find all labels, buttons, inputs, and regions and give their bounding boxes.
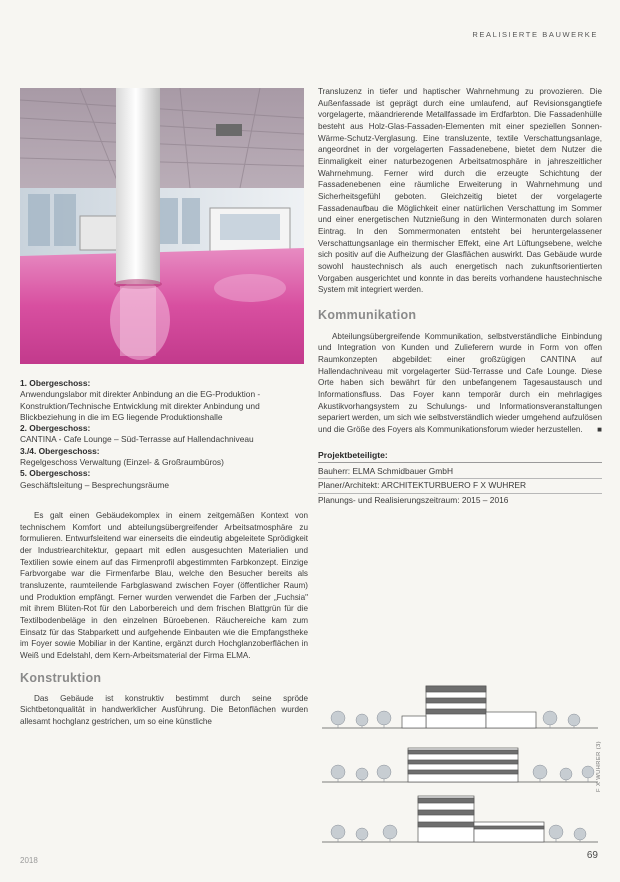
konstruktion-paragraph: Das Gebäude ist konstruktiv bestimmt durch seine spröde Sichtbetonqualität in handwerklicher Ausführung. Die Betonflächen wurden allesamt hochglanz gestrichen, um so eine künstliche	[20, 693, 308, 726]
right-column	[318, 86, 602, 507]
floor-item	[20, 378, 308, 423]
lab-interior-photo	[20, 88, 304, 364]
floor-item	[20, 423, 308, 446]
section-label: REALISIERTE BAUWERKE	[472, 30, 598, 39]
floor-list	[20, 378, 308, 491]
project-title: Projektbeteiligte:	[318, 450, 602, 463]
elevation-drawings	[318, 672, 602, 850]
footer-year: 2018	[20, 856, 38, 865]
kommunikation-paragraph: Abteilungsübergreifende Kommunikation, selbstverständliche Einbindung und Integration von Kunden und Zulieferern wurde in Form von offen Raumkonzepten abgebildet: einer großzügigen CANTINA auf Hallendachniveau mit vorgelagerter Süd-Terrasse und Cafe Lounge. Diese Orte haben sich bewährt für den unbefangenem Tagesaustausch und Informationsfluss. Das Foyer kann temporär durch ein mehrlagiges Akustikvorhangsystem zu Schulungs- und Informationsveranstaltungen separiert werden, um sich wie selbstverständlich wieder umgehend aufzulösen und die Größe des Foyers als Kommunikationsforum wieder herzustellen.	[318, 331, 602, 435]
konstruktion-heading: Konstruktion	[20, 670, 102, 685]
intro-paragraph: Es galt einen Gebäudekomplex in einem zeitgemäßen Kontext von technischem Komfort und abteilungsübergreifender Arbeitsatmosphäre zu formulieren. Entwurfsleitend war einerseits die eindeutig abgeleitete Sprödigkeit der Industriearchitektur, gepaart mit edlen ausgesuchten Materialien und Textilien sowie einem auf das Firmenprofil abgestimmten Farbkonzept. Einzige Farbvorgabe war die Firmenfarbe Blau, welche den Besucher bereits als transluzente, raumteilende Farbglaswand zwischen Foyer (öffentlicher Raum) und Produktion empfängt. Ferner wurden verwendet die Farben der „Fuchsia" mit ihrem Blüten-Rot für den Laborbereich und dem frischen Blattgrün für die Textilbodenbeläge in den einzelnen Büroebenen. Räuchereiche kam zum Einsatz für das Stabparkett und aufgehende Einbauten wie die Empfangstheke im Foyer sowie Mobiliar in der Kantine, ergänzt durch Hochglanzoberflächen in Weiß und Edelstahl, dem Kern-Arbeitsmaterial der Firma ELMA.	[20, 510, 308, 660]
page-number: 69	[586, 850, 598, 861]
project-line: Planer/Architekt: ARCHITEKTURBUERO F X WUHRER	[318, 479, 602, 494]
floor-item	[20, 468, 308, 491]
floor-description: Regelgeschoss Verwaltung (Einzel- & Großraumbüros)	[20, 457, 224, 468]
photo-credit: F X WUHRER (3)	[596, 740, 602, 792]
project-line: Planungs- und Realisierungszeitraum: 2015 – 2016	[318, 494, 509, 505]
floor-description: Anwendungslabor mit direkter Anbindung an die EG-Produktion - Konstruktion/Technische Entwicklung mit direkter Anbindung und Blickbeziehung in die im EG liegende Produktionshalle	[20, 389, 261, 422]
project-box	[318, 450, 602, 508]
floor-label: 1. Obergeschoss:	[20, 378, 91, 388]
floor-label: 5. Obergeschoss:	[20, 468, 91, 479]
konstruktion-paragraph-continued: Transluzenz in tiefer und haptischer Wahrnehmung zu provozieren. Die Außenfassade ist geprägt durch eine umlaufend, auf Revisionsgangtiefe vorgelagerte, mäandrierende Metallfassade im Erdfarbton. Die Fassadenhülle besteht aus Holz-Glas-Fassaden-Elementen mit einer speziellen Sonnen-Wärme-Schutz-Verglasung. Eine transluzente, textile Verschattungsanlage, angeordnet in der vorgelagerten Fassadenebene, bietet dem Nutzer die Einmaligkeit einer naturbezogenen Arbeitsatmosphäre in jahreszeitlicher Wahrnehmung. Ferner wird durch die erzeugte Schichtung der Fassadenebenen eine räumliche Erweiterung in Wahrnehmung und Sicherheitsgefühl geboten. Gleichzeitig bietet der vorgelagerte Fassadenaufbau die Möglichkeit einer natürlichen Verschattung im Sommer und einer energetischen Nutznießung in den Wintermonaten durch solaren Eintrag. In den Sommermonaten entsteht bei heruntergelassener Verschattungsanlage ein thermischer Effekt, eine Art Lüftungsebene, welche sich positiv auf die Aufheizung der Glasflächen auswirkt. Das Gebäude wurde sowohl haustechnisch als auch energetisch nach zukunftsorientierten Vorgaben ausgerichtet und konnte in das bereits vorhandene haustechnische System mit integriert werden.	[318, 87, 602, 295]
kommunikation-heading: Kommunikation	[318, 307, 417, 322]
floor-label: 3./4. Obergeschoss:	[20, 445, 100, 456]
lab-photo-illustration	[20, 88, 304, 364]
left-column	[20, 378, 308, 727]
end-mark: ■	[597, 424, 602, 434]
elevation-sketch	[318, 672, 602, 850]
floor-description: Geschäftsleitung – Besprechungsräume	[20, 479, 169, 490]
floor-item	[20, 446, 308, 469]
project-line: Bauherr: ELMA Schmidbauer GmbH	[318, 465, 602, 480]
floor-description: CANTINA - Cafe Lounge – Süd-Terrasse auf Hallendachniveau	[20, 434, 254, 445]
floor-label: 2. Obergeschoss:	[20, 423, 91, 434]
